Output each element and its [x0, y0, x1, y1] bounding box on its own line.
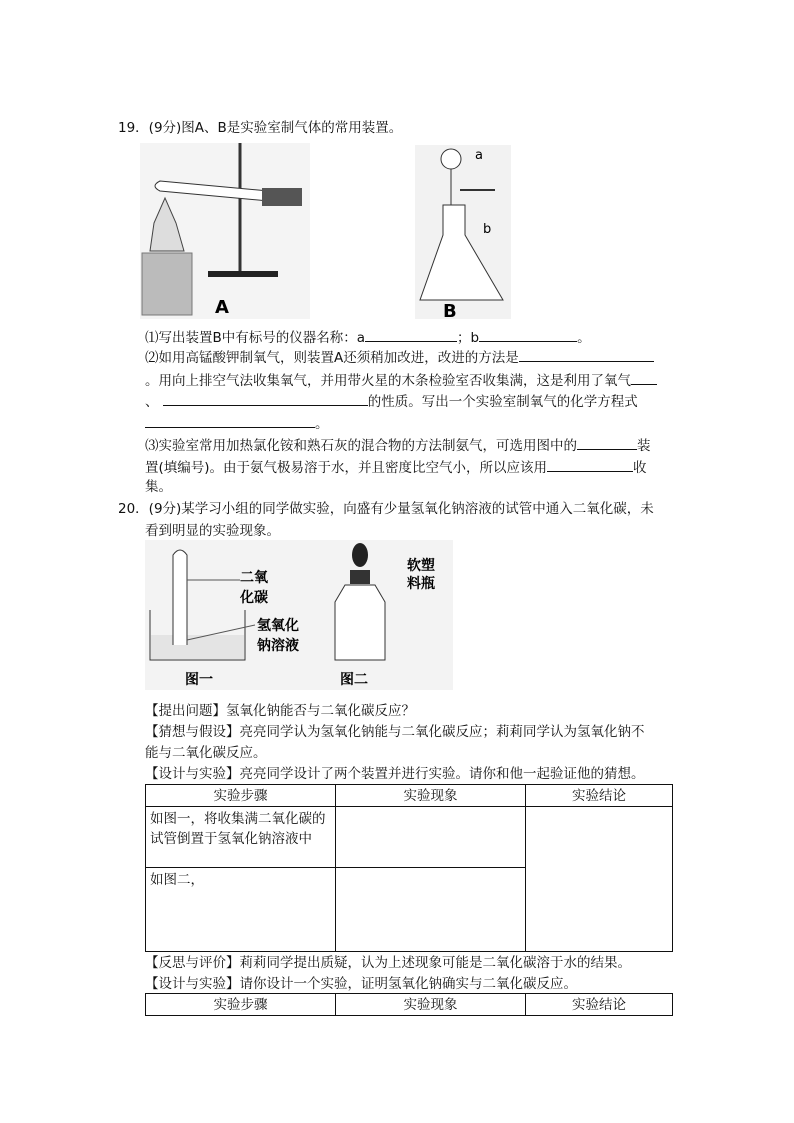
label-bottle-2: 料瓶	[407, 576, 435, 592]
apparatus-b-figure	[415, 145, 511, 319]
figure-label-b: B	[443, 301, 457, 319]
q19-part2-line1: ⑵如用高锰酸钾制氧气，则装置A还须稍加改进，改进的方法是	[145, 347, 654, 368]
label-naoh-2: 钠溶液	[257, 638, 299, 654]
answer-blank-property1[interactable]	[631, 370, 657, 385]
hypothesis-line2: 能与二氧化碳反应。	[145, 745, 267, 761]
label-co2: 二氧	[240, 570, 268, 586]
reflection-text: 【反思与评价】莉莉同学提出质疑，认为上述现象可能是二氧化碳溶于水的结果。	[145, 955, 631, 971]
label-naoh: 氢氧化	[257, 618, 299, 634]
label-fig2: 图二	[340, 672, 368, 688]
label-bottle: 软塑	[407, 558, 435, 574]
experiment-table-1	[145, 784, 673, 952]
col-header-conclusion: 实验结论	[526, 785, 673, 807]
col-header-steps-2: 实验步骤	[146, 994, 336, 1016]
design-text: 【设计与实验】亮亮同学设计了两个装置并进行实验。请你和他一起验证他的猜想。	[145, 766, 645, 782]
col-header-steps: 实验步骤	[146, 785, 336, 807]
step-cell-2: 如图二，	[146, 868, 336, 952]
co2-naoh-figure	[145, 540, 453, 690]
figure-label-a: A	[215, 297, 229, 318]
answer-blank-improve[interactable]	[519, 347, 654, 362]
q19-part1: ⑴写出装置B中有标号的仪器名称：a ；b 。	[145, 327, 591, 348]
label-a: a	[475, 148, 483, 163]
q19-part2-line2: 。用向上排空气法收集氧气，并用带火星的木条检验室否收集满，这是利用了氧气	[145, 370, 657, 391]
col-header-phenomenon: 实验现象	[336, 785, 526, 807]
answer-blank-collect[interactable]	[547, 457, 633, 472]
phenomenon-cell-1[interactable]	[336, 807, 526, 868]
design2-text: 【设计与实验】请你设计一个实验，证明氢氧化钠确实与二氧化碳反应。	[145, 976, 577, 992]
answer-blank-apparatus[interactable]	[577, 435, 637, 450]
q19-part2-line3: 、 的性质。写出一个实验室制氧气的化学方程式	[145, 391, 638, 412]
hypothesis-line1: 【猜想与假设】亮亮同学认为氢氧化钠能与二氧化碳反应；莉莉同学认为氢氧化钠不	[145, 724, 645, 740]
col-header-phenomenon-2: 实验现象	[336, 994, 526, 1016]
apparatus-a-figure	[140, 143, 310, 319]
label-co2-2: 化碳	[240, 590, 268, 606]
q19-part3-line2: 置(填编号)。由于氨气极易溶于水，并且密度比空气小，所以应该用 收	[145, 457, 647, 478]
step-cell-1: 如图一，将收集满二氧化碳的试管倒置于氢氧化钠溶液中	[146, 807, 336, 868]
q19-part3-line3: 集。	[145, 479, 172, 495]
q19-title: 19．(9分)图A、B是实验室制气体的常用装置。	[118, 120, 403, 136]
answer-blank-property2[interactable]	[163, 391, 368, 406]
answer-blank-a[interactable]	[365, 327, 457, 342]
q20-title-line1: 20．(9分)某学习小组的同学做实验，向盛有少量氢氧化钠溶液的试管中通入二氧化碳，未	[118, 501, 654, 517]
answer-blank-equation[interactable]	[145, 413, 315, 428]
answer-blank-b[interactable]	[479, 327, 577, 342]
q19-part2-line4: 。	[145, 413, 329, 434]
label-b: b	[483, 222, 492, 237]
q20-title-line2: 看到明显的实验现象。	[145, 523, 280, 539]
col-header-conclusion-2: 实验结论	[526, 994, 673, 1016]
conclusion-cell[interactable]	[526, 807, 673, 952]
phenomenon-cell-2[interactable]	[336, 868, 526, 952]
experiment-table-2	[145, 993, 673, 1016]
raise-question: 【提出问题】氢氧化钠能否与二氧化碳反应？	[145, 703, 415, 719]
label-fig1: 图一	[185, 672, 213, 688]
q19-part3-line1: ⑶实验室常用加热氯化铵和熟石灰的混合物的方法制氨气，可选用图中的 装	[145, 435, 651, 456]
